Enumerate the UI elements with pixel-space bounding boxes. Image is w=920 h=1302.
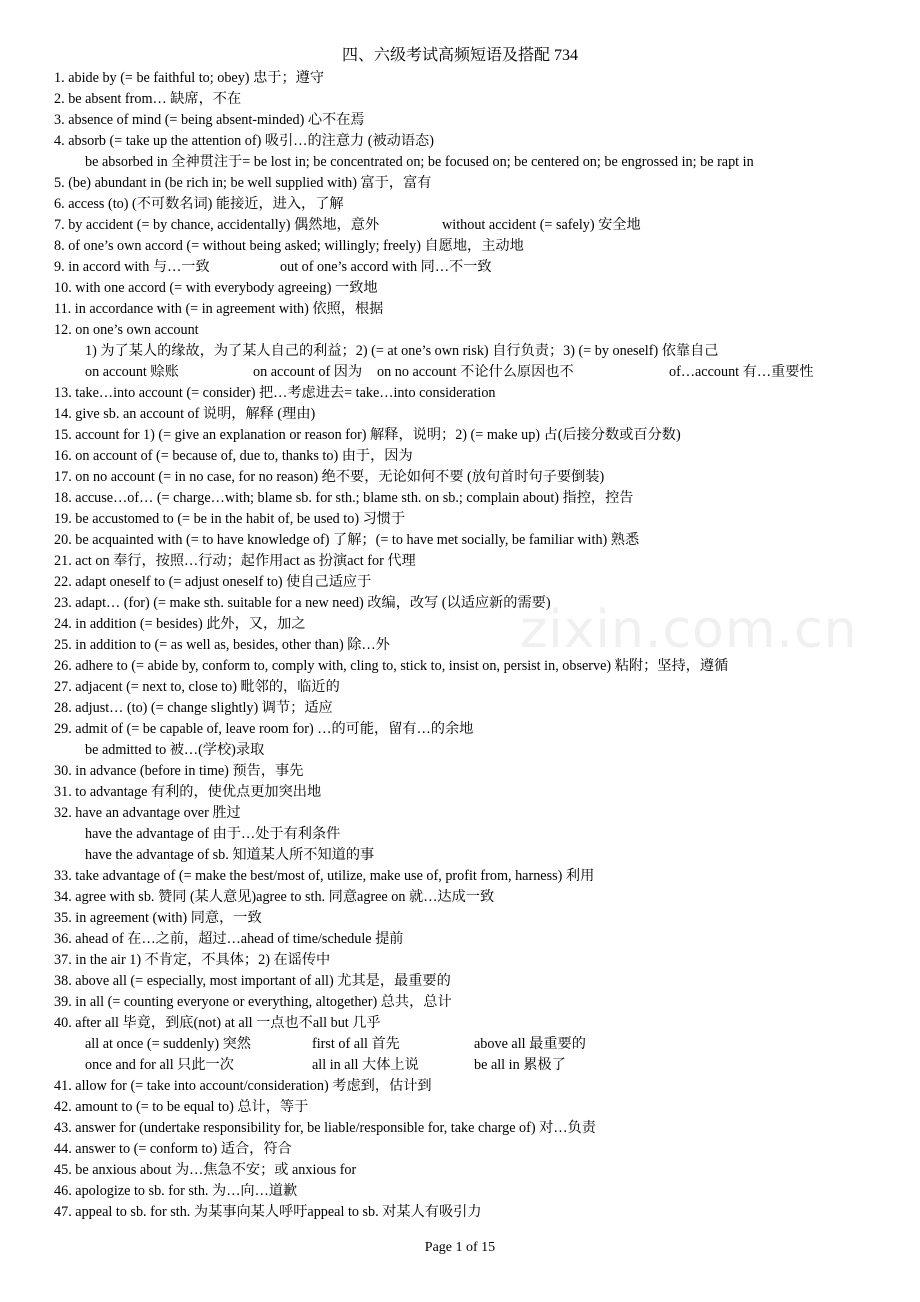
phrase-line (54, 131, 914, 152)
phrase-line (54, 89, 914, 110)
phrase-line (54, 1202, 914, 1223)
phrase-line (54, 1034, 914, 1055)
phrase-line (54, 824, 914, 845)
phrase-segment: ahead of time/schedule 提前 (240, 931, 404, 947)
phrase-line (54, 971, 914, 992)
phrase-line (54, 992, 914, 1013)
phrase-segment: 46. apologize to sb. for sth. 为…向…道歉 (54, 1183, 298, 1199)
phrase-segment: 10. with one accord (= with everybody agreeing) 一致地 (54, 280, 378, 296)
phrase-segment: on account of 因为 (253, 364, 363, 380)
phrase-line (54, 572, 914, 593)
phrase-line (54, 278, 914, 299)
phrase-line (54, 299, 914, 320)
phrase-segment: 2. be absent from… 缺席，不在 (54, 91, 242, 107)
phrase-segment: 20. be acquainted with (= to have knowledge of) 了解；(= to have met socially, be familiar with) 熟悉 (54, 532, 640, 548)
phrase-line (54, 194, 914, 215)
phrase-line (54, 257, 914, 278)
phrase-line (54, 530, 914, 551)
phrase-segment: 34. agree with sb. 赞同 (某人意见) (54, 889, 257, 905)
phrase-segment: above all 最重要的 (474, 1036, 586, 1052)
phrase-line (54, 782, 914, 803)
phrase-segment: 24. in addition (= besides) 此外，又，加之 (54, 616, 306, 632)
phrase-line (54, 488, 914, 509)
phrase-line (54, 761, 914, 782)
phrase-segment: all but 几乎 (312, 1015, 381, 1031)
phrase-line (54, 215, 914, 236)
phrase-segment: 14. give sb. an account of 说明，解释 (理由) (54, 406, 316, 422)
phrase-line (54, 677, 914, 698)
phrase-segment: 17. on no account (= in no case, for no reason) 绝不要，无论如何不要 (放句首时句子要倒装) (54, 469, 605, 485)
phrase-segment: 16. on account of (= because of, due to, thanks to) 由于，因为 (54, 448, 413, 464)
phrase-segment: 36. ahead of 在…之前，超过… (54, 931, 241, 947)
phrase-segment: 11. in accordance with (= in agreement with) 依照，根据 (54, 301, 384, 317)
phrase-line (54, 362, 914, 383)
phrase-segment: without accident (= safely) 安全地 (442, 217, 641, 233)
phrase-line (54, 950, 914, 971)
phrase-segment: 8. of one’s own accord (= without being asked; willingly; freely) 自愿地，主动地 (54, 238, 524, 254)
phrase-line (54, 236, 914, 257)
phrase-segment: 43. answer for (undertake responsibility for, be liable/responsible for, take charge of) 对…负责 (54, 1120, 596, 1136)
phrase-segment: first of all 首先 (312, 1036, 400, 1052)
phrase-segment: 13. take…into account (= consider) 把…考虑进去= take…into consideration (54, 385, 496, 401)
phrase-list (54, 68, 914, 1223)
phrase-segment: 32. have an advantage over 胜过 (54, 805, 241, 821)
phrase-segment: all in all 大体上说 (312, 1057, 419, 1073)
phrase-segment: 9. in accord with 与…一致 (54, 259, 210, 275)
phrase-line (54, 341, 914, 362)
phrase-segment: 18. accuse…of… (= charge…with; blame sb. for sth.; blame sth. on sb.; complain about) 指控，控告 (54, 490, 634, 506)
phrase-segment: 31. to advantage 有利的，使优点更加突出地 (54, 784, 322, 800)
phrase-segment: 25. in addition to (= as well as, besides, other than) 除…外 (54, 637, 390, 653)
phrase-line (54, 551, 914, 572)
phrase-segment: 7. by accident (= by chance, accidentally) 偶然地，意外 (54, 217, 380, 233)
phrase-segment: 47. appeal to sb. for sth. 为某事向某人呼吁 (54, 1204, 308, 1220)
document-title: 四、六级考试高频短语及搭配 734 (341, 47, 578, 64)
phrase-line (54, 1013, 914, 1034)
phrase-line (54, 656, 914, 677)
phrase-line (54, 740, 914, 761)
phrase-segment: on account 赊账 (85, 364, 179, 380)
phrase-segment: 28. adjust… (to) (= change slightly) 调节；适应 (54, 700, 333, 716)
phrase-segment: 3. absence of mind (= being absent-minded) 心不在焉 (54, 112, 365, 128)
phrase-segment: 33. take advantage of (= make the best/most of, utilize, make use of, profit from, harness) 利用 (54, 868, 595, 884)
phrase-line (54, 1097, 914, 1118)
phrase-line (54, 68, 914, 89)
phrase-segment: agree to sth. 同意 (256, 889, 358, 905)
phrase-line (54, 383, 914, 404)
phrase-segment: be all in 累极了 (474, 1057, 566, 1073)
phrase-line (54, 425, 914, 446)
phrase-segment: 30. in advance (before in time) 预告，事先 (54, 763, 304, 779)
phrase-line (54, 467, 914, 488)
phrase-segment: act as 扮演 (283, 553, 348, 569)
phrase-line (54, 845, 914, 866)
phrase-line (54, 908, 914, 929)
phrase-segment: 22. adapt oneself to (= adjust oneself to) 使自己适应于 (54, 574, 372, 590)
phrase-line (54, 404, 914, 425)
phrase-line (54, 635, 914, 656)
phrase-line (54, 320, 914, 341)
phrase-segment: 40. after all 毕竟，到底 (54, 1015, 194, 1031)
phrase-line (54, 152, 914, 173)
phrase-line (54, 1160, 914, 1181)
phrase-segment: 41. allow for (= take into account/consideration) 考虑到，估计到 (54, 1078, 432, 1094)
phrase-segment: 12. on one’s own account (54, 322, 199, 338)
phrase-segment: 21. act on 奉行，按照…行动；起作用 (54, 553, 284, 569)
phrase-line (54, 1055, 914, 1076)
phrase-segment: 1. abide by (= be faithful to; obey) 忠于；遵守 (54, 70, 325, 86)
phrase-line (54, 929, 914, 950)
phrase-segment: 4. absorb (= take up the attention of) 吸引…的注意力 (被动语态) (54, 133, 434, 149)
phrase-segment: all at once (= suddenly) 突然 (85, 1036, 251, 1052)
phrase-segment: have the advantage of 由于…处于有利条件 (85, 826, 341, 842)
phrase-line (54, 1118, 914, 1139)
phrase-segment: on no account 不论什么原因也不 (377, 364, 574, 380)
phrase-segment: 23. adapt… (for) (= make sth. suitable for a new need) 改编，改写 (以适应新的需要) (54, 595, 551, 611)
phrase-segment: 42. amount to (= to be equal to) 总计，等于 (54, 1099, 309, 1115)
phrase-line (54, 614, 914, 635)
phrase-segment: appeal to sb. 对某人有吸引力 (307, 1204, 482, 1220)
phrase-segment: be admitted to 被…(学校)录取 (85, 742, 265, 758)
phrase-line (54, 1181, 914, 1202)
phrase-line (54, 509, 914, 530)
phrase-segment: have the advantage of sb. 知道某人所不知道的事 (85, 847, 375, 863)
phrase-segment: 15. account for 1) (= give an explanation or reason for) 解释，说明；2) (= make up) 占(后接分数或百分数) (54, 427, 681, 443)
phrase-segment: be absorbed in 全神贯注于= be lost in; be concentrated on; be focused on; be centered on; be engrossed in; be rapt in (85, 154, 754, 170)
phrase-segment: 1) 为了某人的缘故，为了某人自己的利益；2) (= at one’s own risk) 自行负责；3) (= by oneself) 依靠自己 (85, 343, 719, 359)
phrase-segment: 39. in all (= counting everyone or everything, altogether) 总共，总计 (54, 994, 452, 1010)
phrase-line (54, 110, 914, 131)
phrase-segment: 6. access (to) (不可数名词) 能接近，进入，了解 (54, 196, 344, 212)
phrase-segment: 27. adjacent (= next to, close to) 毗邻的，临近的 (54, 679, 340, 695)
phrase-line (54, 887, 914, 908)
phrase-segment: once and for all 只此一次 (85, 1057, 234, 1073)
phrase-line (54, 173, 914, 194)
phrase-line (54, 866, 914, 887)
phrase-segment: 26. adhere to (= abide by, conform to, comply with, cling to, stick to, insist on, persist in, observe) 粘附；坚持，遵循 (54, 658, 729, 674)
phrase-segment: (not) at all 一点也不 (193, 1015, 313, 1031)
phrase-line (54, 719, 914, 740)
phrase-segment: 19. be accustomed to (= be in the habit of, be used to) 习惯于 (54, 511, 406, 527)
phrase-segment: agree on 就…达成一致 (357, 889, 495, 905)
phrase-segment: of…account 有…重要性 (669, 364, 814, 380)
phrase-segment: 5. (be) abundant in (be rich in; be well supplied with) 富于，富有 (54, 175, 432, 191)
phrase-segment: 38. above all (= especially, most important of all) 尤其是，最重要的 (54, 973, 451, 989)
phrase-segment: 35. in agreement (with) 同意，一致 (54, 910, 262, 926)
phrase-segment: 37. in the air 1) 不肯定，不具体；2) 在谣传中 (54, 952, 331, 968)
phrase-line (54, 1139, 914, 1160)
phrase-line (54, 593, 914, 614)
page-footer: Page 1 of 15 (424, 1240, 496, 1255)
phrase-line (54, 446, 914, 467)
phrase-segment: 44. answer to (= conform to) 适合，符合 (54, 1141, 292, 1157)
phrase-segment: out of one’s accord with 同…不一致 (280, 259, 492, 275)
phrase-segment: 29. admit of (= be capable of, leave room for) …的可能，留有…的余地 (54, 721, 474, 737)
phrase-line (54, 803, 914, 824)
phrase-segment: 45. be anxious about 为…焦急不安；或 anxious for (54, 1162, 357, 1178)
phrase-line (54, 698, 914, 719)
phrase-segment: act for 代理 (347, 553, 416, 569)
watermark: zixin.com.cn (520, 600, 858, 660)
phrase-line (54, 1076, 914, 1097)
